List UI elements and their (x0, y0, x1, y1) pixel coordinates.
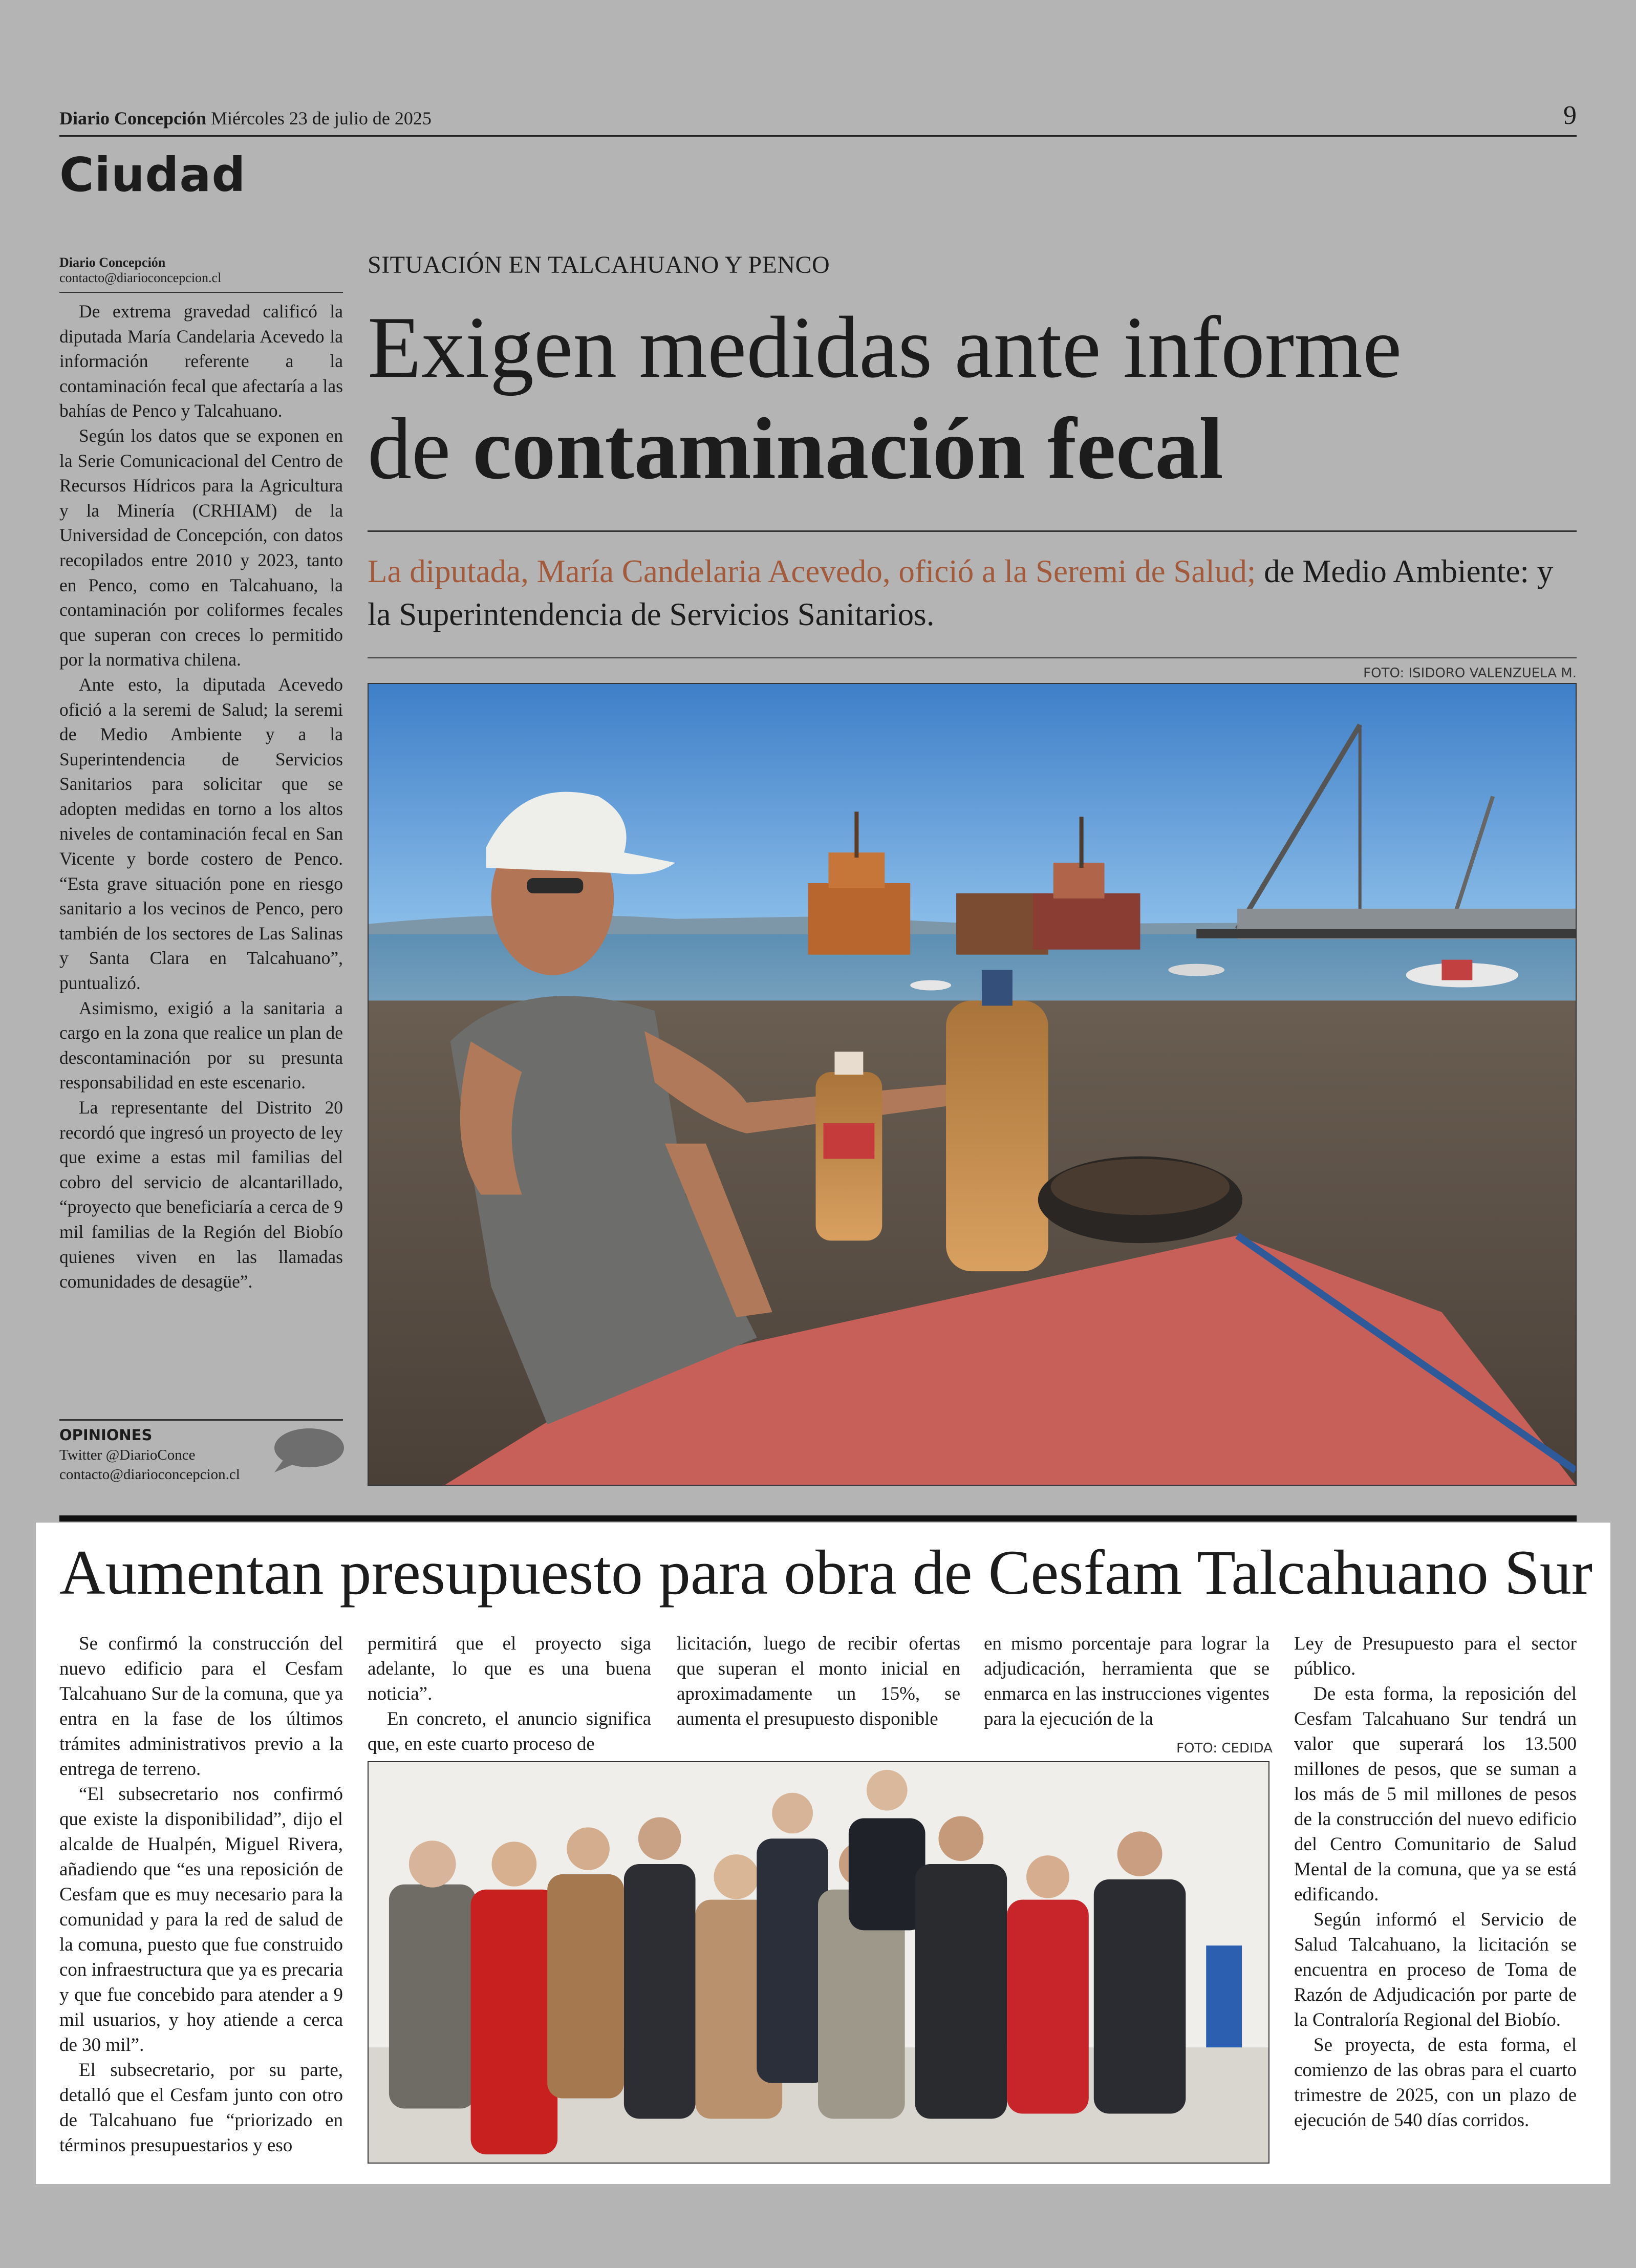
headline-line-2-bold: contaminación fecal (472, 400, 1223, 498)
article1-paragraph: Ante esto, la diputada Acevedo ofició a la seremi de Salud; la seremi de Medio Ambiente y a la Superintendencia de Servicios Sanitarios para solicitar que se adopten medidas en torno a los altos niveles de contaminación fecal en San Vicente y borde costero de Penco. “Esta grave situación pone en riesgo sanitario a los vecinos de Penco, pero también de los sectores de Las Salinas y Santa Clara en Talcahuano”, puntualizó. (59, 674, 343, 994)
article2-paragraph: Ley de Presupuesto para el sector público. (1294, 1633, 1577, 1679)
article1-paragraph: De extrema gravedad calificó la diputada María Candelaria Acevedo la información referente a la contaminación fecal que afectaría a las bahías de Penco y Talcahuano. (59, 301, 343, 421)
article2-paragraph: Se confirmó la construcción del nuevo edificio para el Cesfam Talcahuano Sur de la comuna, que ya entra en la fase de los últimos trámites administrativos previo a la entrega de terreno. (59, 1633, 343, 1780)
subhead-rule (368, 657, 1577, 658)
photo-man-with-water-bottles (368, 683, 1577, 1486)
article2-column-1 (59, 1631, 343, 2158)
article1-headline (368, 297, 1581, 500)
paper-name: Diario Concepción (59, 108, 206, 129)
article2-column-5 (1294, 1631, 1577, 2133)
article2-paragraph: Se proyecta, de esta forma, el comienzo de las obras para el cuarto trimestre de 2025, con un plazo de ejecución de 540 días corridos. (1294, 2035, 1577, 2131)
photo1-credit: FOTO: ISIDORO VALENZUELA M. (1363, 666, 1577, 681)
subhead-highlight: La diputada, María Candelaria Acevedo, ofició a la Seremi de Salud; (368, 553, 1256, 589)
article2-paragraph: Según informó el Servicio de Salud Talcahuano, la licitación se encuentra en proceso de Toma de Razón de Adjudicación por parte de la Contraloría Regional del Biobío. (1294, 1909, 1577, 2030)
article2-paragraph: “El subsecretario nos confirmó que existe la disponibilidad”, dijo el alcalde de Hualpén, Miguel Rivera, añadiendo que “es una reposición de Cesfam que es muy necesario para la comunidad y para la red de salud de la comuna, puesto que fue construido con infraestructura que ya es precaria y que fue concebido para atender a 9 mil usuarios, y hoy atiende a cerca de 30 mil”. (59, 1784, 343, 2056)
opinions-twitter[interactable]: Twitter @DiarioConce (59, 1447, 196, 1463)
byline-rule (59, 292, 343, 293)
byline-author: Diario Concepción (59, 255, 166, 270)
header-rule (59, 135, 1577, 137)
article2-column-2 (368, 1631, 651, 1757)
article2-paragraph: permitirá que el proyecto siga adelante, lo que es una buena noticia”. (368, 1633, 651, 1704)
opinions-rule (59, 1419, 343, 1421)
article1-paragraph: La representante del Distrito 20 recordó que ingresó un proyecto de ley que exime a estas mil familias del cobro del servicio de alcantarillado, “proyecto que beneficiaría a cerca de 9 mil familias de la Región del Biobío quienes viven en las llamadas comunidades de desagüe”. (59, 1097, 343, 1292)
article2-top-rule (59, 1515, 1577, 1522)
opinions-email[interactable]: contacto@diarioconcepcion.cl (59, 1466, 240, 1483)
section-title: Ciudad (59, 147, 246, 202)
opinions-title: OPINIONES (59, 1426, 153, 1444)
article1-subhead (368, 550, 1577, 636)
speech-bubble-icon (269, 1426, 346, 1473)
article1-paragraph: Según los datos que se exponen en la Serie Comunicacional del Centro de Recursos Hídricos para la Agricultura y la Minería (CRHIAM) de la Universidad de Concepción, con datos recopilados entre 2010 y 2023, tanto en Penco, como en Talcahuano, la contaminación por coliformes fecales que superan con creces lo permitido por la normativa chilena. (59, 425, 343, 670)
headline-line-2-prefix: de (368, 400, 473, 498)
headline-line-2 (368, 398, 1581, 500)
masthead-line (59, 108, 432, 129)
headline-rule (368, 530, 1577, 532)
photo2-illustration (369, 1762, 1268, 2163)
issue-date: Miércoles 23 de julio de 2025 (210, 108, 432, 129)
article2-paragraph: licitación, luego de recibir ofertas que superan el monto inicial en aproximadamente un 15%, se aumenta el presupuesto disponible (677, 1633, 960, 1729)
article1-kicker: SITUACIÓN EN TALCAHUANO Y PENCO (368, 251, 830, 279)
byline-email: contacto@diarioconcepcion.cl (59, 270, 222, 285)
article1-paragraph: Asimismo, exigió a la sanitaria a cargo en la zona que realice un plan de descontaminación por su presunta responsabilidad en este escenario. (59, 997, 343, 1093)
article1-body (59, 299, 343, 1294)
article2-column-3 (677, 1631, 960, 1731)
headline-line-1: Exigen medidas ante informe (368, 299, 1402, 396)
article2-paragraph: El subsecretario, por su parte, detalló que el Cesfam junto con otro de Talcahuano fue “priorizado en términos presupuestarios y eso (59, 2060, 343, 2156)
article2-paragraph: en mismo porcentaje para lograr la adjudicación, herramienta que se enmarca en las instrucciones vigentes para la ejecución de la (984, 1633, 1269, 1729)
photo-group-officials (368, 1761, 1269, 2164)
subhead-rest: de Medio Ambiente: y la Superintendencia de Servicios Sanitarios. (368, 553, 1554, 632)
article2-column-4 (984, 1631, 1269, 1731)
article2-paragraph: De esta forma, la reposición del Cesfam Talcahuano Sur tendrá un valor que superará los 13.500 millones de pesos, que se suman a los más de 5 mil millones de pesos de la construcción del nuevo edificio del Centro Comunitario de Salud Mental de la comuna, que ya se está edificando. (1294, 1683, 1577, 1905)
page-number: 9 (1563, 101, 1577, 130)
article2-paragraph: En concreto, el anuncio significa que, en este cuarto proceso de (368, 1708, 651, 1755)
photo1-illustration (369, 684, 1576, 1485)
article2-headline: Aumentan presupuesto para obra de Cesfam Talcahuano Sur (59, 1537, 1593, 1608)
photo2-credit: FOTO: CEDIDA (1176, 1741, 1273, 1756)
